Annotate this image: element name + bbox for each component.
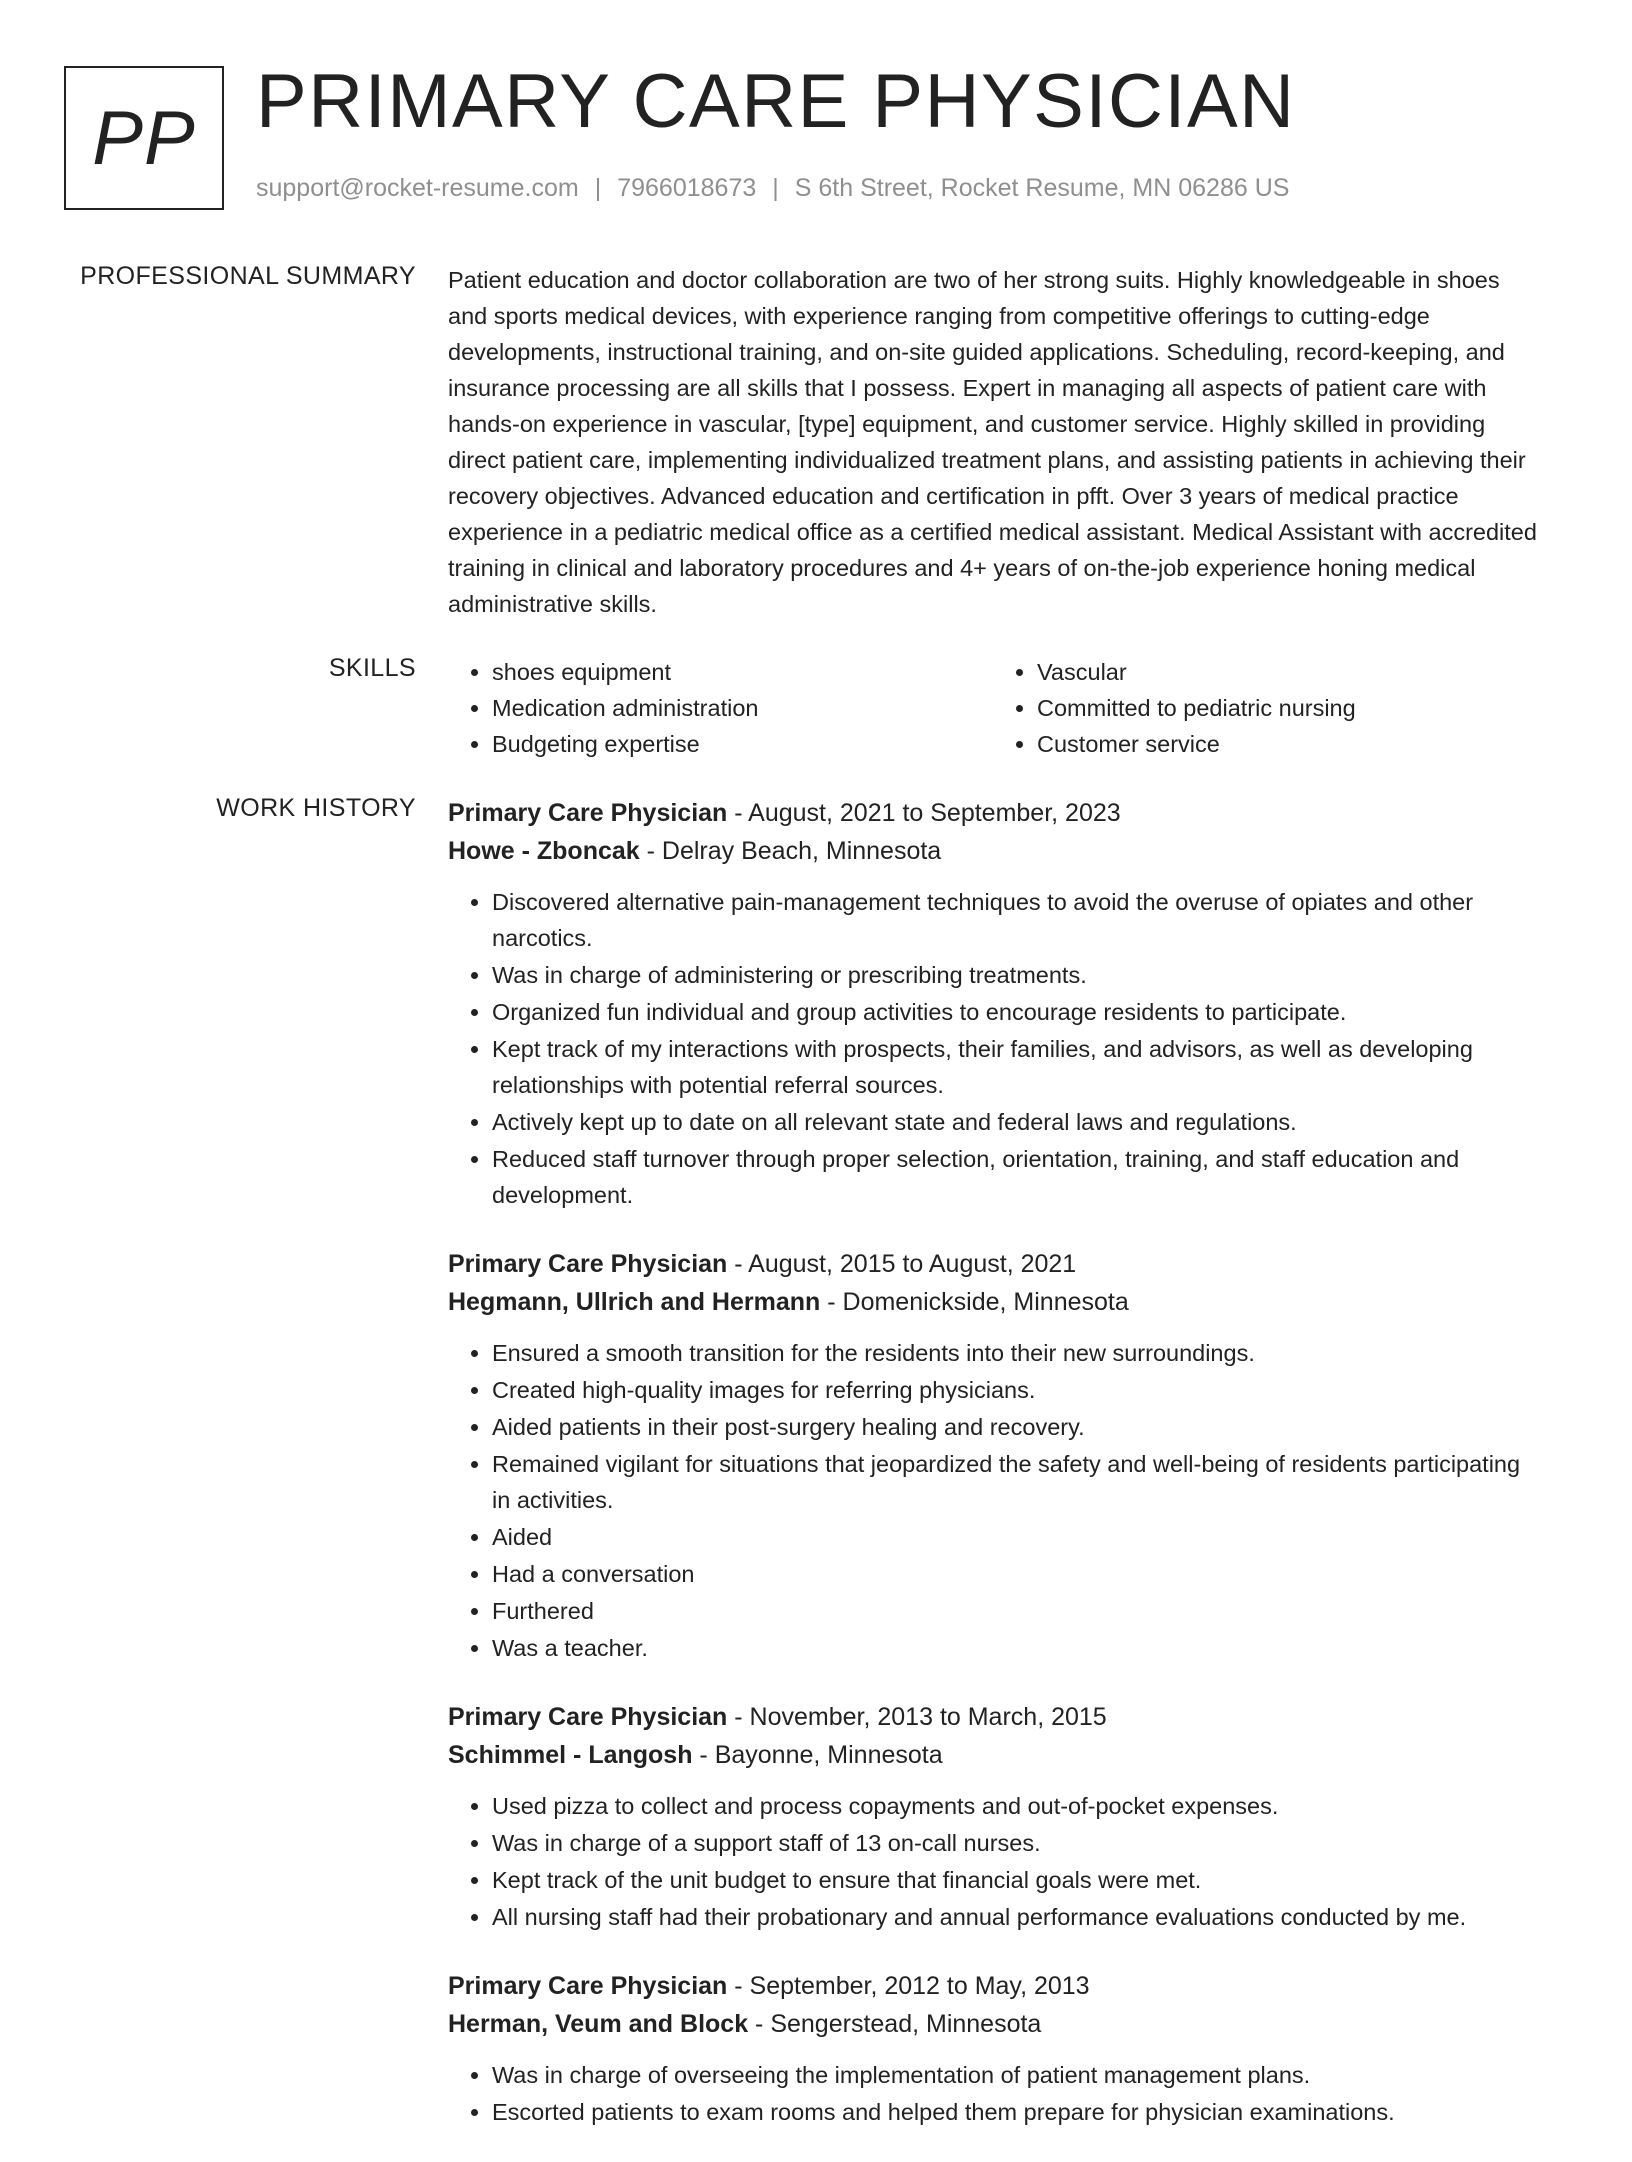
job-bullet: • Kept track of the unit budget to ensure that financial goals were met. xyxy=(492,1862,1538,1898)
job-bullet: • Aided patients in their post-surgery healing and recovery. xyxy=(492,1409,1538,1445)
skills-list-right xyxy=(993,654,1538,762)
job-company: Howe - Zboncak xyxy=(448,837,640,865)
contact-email[interactable]: support@rocket-resume.com xyxy=(256,174,579,202)
job-bullet: • Remained vigilant for situations that jeopardized the safety and well-being of residents participating in activities. xyxy=(492,1446,1538,1518)
job-bullets xyxy=(448,1335,1538,1666)
job-title: Primary Care Physician xyxy=(448,1250,728,1278)
job-entry xyxy=(448,794,1538,1213)
job-company-line xyxy=(448,1736,1538,1774)
job-title: Primary Care Physician xyxy=(448,1972,728,2000)
job-bullet: • Escorted patients to exam rooms and helped them prepare for physician examinations. xyxy=(492,2094,1538,2130)
skill-item: • Budgeting expertise xyxy=(492,726,993,762)
job-entry xyxy=(448,1245,1538,1666)
job-bullet: • Was in charge of overseeing the implementation of patient management plans. xyxy=(492,2057,1538,2093)
job-bullet: • All nursing staff had their probationary and annual performance evaluations conducted by me. xyxy=(492,1899,1538,1935)
monogram-logo: PP xyxy=(64,66,224,210)
job-bullet: • Was in charge of a support staff of 13 on-call nurses. xyxy=(492,1825,1538,1861)
skills-grid xyxy=(448,654,1538,762)
job-bullets xyxy=(448,2057,1538,2130)
job-bullet: • Furthered xyxy=(492,1593,1538,1629)
job-bullet: • Used pizza to collect and process copayments and out-of-pocket expenses. xyxy=(492,1788,1538,1824)
job-title: Primary Care Physician xyxy=(448,1703,728,1731)
job-bullet: • Actively kept up to date on all relevant state and federal laws and regulations. xyxy=(492,1104,1538,1140)
job-bullet: • Was in charge of administering or prescribing treatments. xyxy=(492,957,1538,993)
job-dates: - August, 2015 to August, 2021 xyxy=(727,1250,1077,1278)
job-location: - Sengerstead, Minnesota xyxy=(748,2010,1042,2038)
job-title-line xyxy=(448,794,1538,832)
job-bullet: • Kept track of my interactions with prospects, their families, and advisors, as well as developing relationships with potential referral sources. xyxy=(492,1031,1538,1103)
contact-address: S 6th Street, Rocket Resume, MN 06286 US xyxy=(794,174,1290,202)
job-entry xyxy=(448,1698,1538,1935)
work-label: WORK HISTORY xyxy=(216,794,416,822)
job-bullet: • Ensured a smooth transition for the residents into their new surroundings. xyxy=(492,1335,1538,1371)
job-bullet: • Created high-quality images for referring physicians. xyxy=(492,1372,1538,1408)
job-dates: - November, 2013 to March, 2015 xyxy=(727,1703,1107,1731)
job-title-line xyxy=(448,1245,1538,1283)
job-bullets xyxy=(448,1788,1538,1935)
summary-label: PROFESSIONAL SUMMARY xyxy=(80,262,416,290)
skill-item: • Vascular xyxy=(1037,654,1538,690)
job-entry xyxy=(448,1967,1538,2130)
job-company: Schimmel - Langosh xyxy=(448,1741,693,1769)
skill-item: • Committed to pediatric nursing xyxy=(1037,690,1538,726)
summary-text: Patient education and doctor collaboration are two of her strong suits. Highly knowledgeable in shoes and sports medical devices, with experience ranging from competitive offerings to cutting-edge developments, instructional training, and on-site guided applications. Scheduling, record-keeping, and insurance processing are all skills that I possess. Expert in managing all aspects of patient care with hands-on experience in vascular, [type] equipment, and customer service. Highly skilled in providing direct patient care, implementing individualized treatment plans, and assisting patients in achieving their recovery objectives. Advanced education and certification in pfft. Over 3 years of medical practice experience in a pediatric medical office as a certified medical assistant. Medical Assistant with accredited training in clinical and laboratory procedures and 4+ years of on-the-job experience honing medical administrative skills. xyxy=(448,267,1537,617)
job-company: Herman, Veum and Block xyxy=(448,2010,749,2038)
contact-separator: | xyxy=(594,174,602,202)
job-bullet: • Aided xyxy=(492,1519,1538,1555)
job-company-line xyxy=(448,2005,1538,2043)
job-bullet: • Had a conversation xyxy=(492,1556,1538,1592)
skill-item: • Medication administration xyxy=(492,690,993,726)
job-bullet: • Reduced staff turnover through proper selection, orientation, training, and staff education and development. xyxy=(492,1141,1538,1213)
contact-phone[interactable]: 7966018673 xyxy=(617,174,757,202)
job-title: Primary Care Physician xyxy=(448,799,728,827)
job-company-line xyxy=(448,1283,1538,1321)
skill-item: • shoes equipment xyxy=(492,654,993,690)
job-company: Hegmann, Ullrich and Hermann xyxy=(448,1288,821,1316)
skills-content xyxy=(448,654,1538,762)
skills-label: SKILLS xyxy=(328,654,416,682)
job-location: - Delray Beach, Minnesota xyxy=(639,837,942,865)
contact-separator: | xyxy=(772,174,779,202)
job-bullet: • Discovered alternative pain-management techniques to avoid the overuse of opiates and other narcotics. xyxy=(492,884,1538,956)
job-location: - Bayonne, Minnesota xyxy=(692,1741,943,1769)
job-location: - Domenickside, Minnesota xyxy=(820,1288,1129,1316)
job-dates: - September, 2012 to May, 2013 xyxy=(727,1972,1090,2000)
skill-item: • Customer service xyxy=(1037,726,1538,762)
resume-title: PRIMARY CARE PHYSICIAN xyxy=(256,59,1296,144)
job-company-line xyxy=(448,832,1538,870)
job-bullet: • Was a teacher. xyxy=(492,1630,1538,1666)
summary-content xyxy=(448,262,1538,622)
job-title-line xyxy=(448,1967,1538,2005)
job-bullet: • Organized fun individual and group activities to encourage residents to participate. xyxy=(492,994,1538,1030)
work-history-content xyxy=(448,794,1538,2162)
job-bullets xyxy=(448,884,1538,1213)
job-title-line xyxy=(448,1698,1538,1736)
job-dates: - August, 2021 to September, 2023 xyxy=(727,799,1121,827)
contact-line xyxy=(256,174,1289,203)
skills-list-left xyxy=(448,654,993,762)
